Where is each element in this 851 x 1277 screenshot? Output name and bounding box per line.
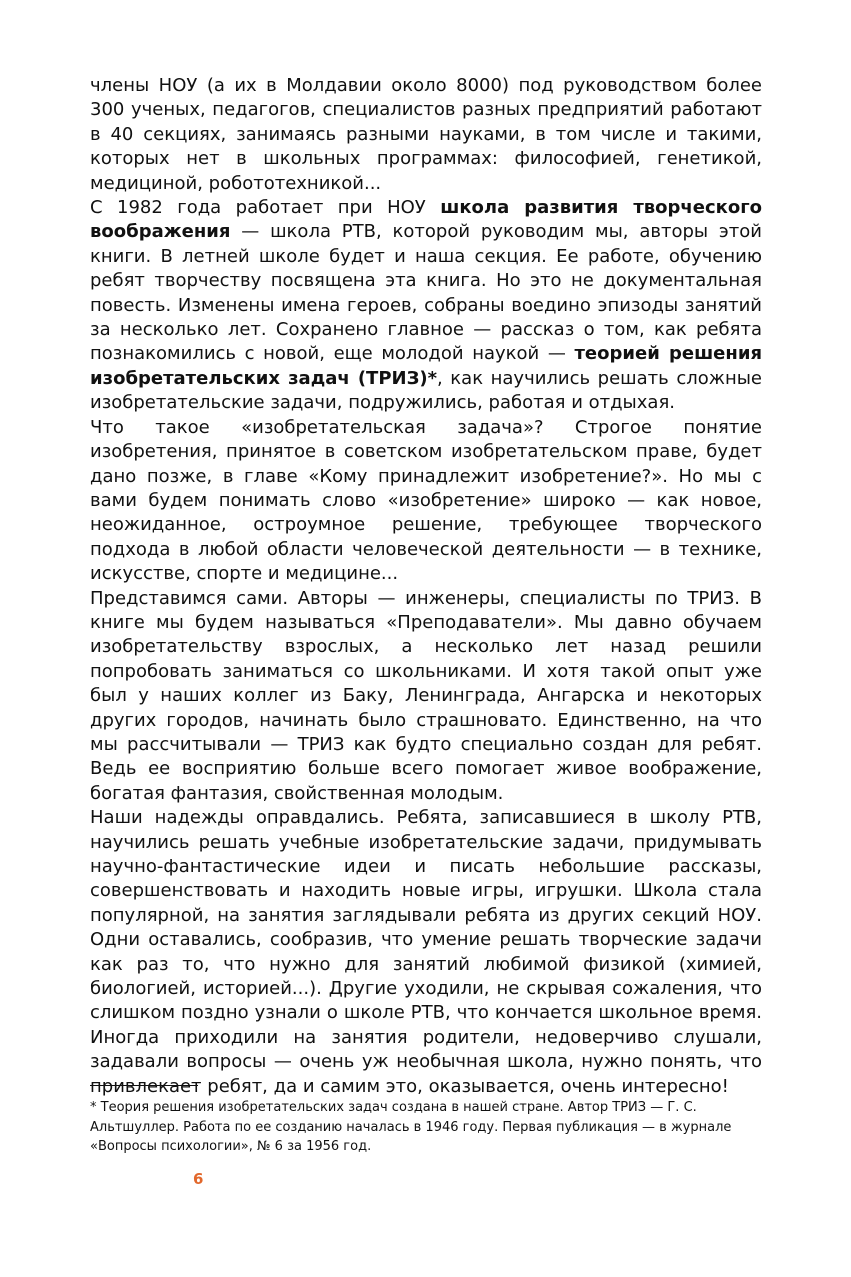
paragraph-3: Что такое «изобретательская задача»? Строгое понятие изобретения, принятое в советском изобретательском праве, будет дано позже, в главе «Кому принадлежит изобретение?». Но мы с вами будем понимать слово «изобретение» широко — как новое, неожиданное, остроумное решение, требующее творческого подхода в любой области человеческой деятельности — в технике, искусстве, спорте и медицине... (90, 416, 762, 585)
term-rtv-school: школа развития творческого воображения (90, 197, 762, 243)
paragraph-2-part-3: , как научились решать сложные изобретательские задачи, подружились, работая и отдыхая. (90, 367, 762, 414)
paragraph-2-part-2: — школа РТВ, которой руководим мы, авторы этой книги. В летней школе будет и наша секция. Ее работе, обучению ребят творчеству посвящена эта книга. Но это не документальная повесть. Изменены имена героев, собраны воедино эпизоды занятий за несколько лет. Сохранено главное — рассказ о том, как ребята познакомились с новой, еще молодой наукой — (90, 221, 762, 365)
paragraph-2 (90, 196, 762, 416)
footnote: * Теория решения изобретательских задач создана в нашей стране. Автор ТРИЗ — Г. С. Альтшуллер. Работа по ее созданию началась в 1946 году. Первая публикация — в журнале «Вопросы психологии», № 6 за 1956 год. (90, 1100, 732, 1154)
page-number: 6 (193, 1170, 204, 1188)
main-text (90, 74, 762, 1099)
footnote-divider (90, 1085, 198, 1086)
paragraph-2-part-1: С 1982 года работает при НОУ (90, 197, 441, 219)
paragraph-1: члены НОУ (а их в Молдавии около 8000) под руководством более 300 ученых, педагогов, специалистов разных предприятий работают в 40 секциях, занимаясь разными науками, в том числе и такими, которых нет в школьных программах: философией, генетикой, медициной, робототехникой... (90, 75, 762, 194)
term-triz: теорией решения изобретательских задач (ТРИЗ)* (90, 343, 762, 389)
paragraph-4: Представимся сами. Авторы — инженеры, специалисты по ТРИЗ. В книге мы будем называться «Преподаватели». Мы давно обучаем изобретательству взрослых, а несколько лет назад решили попробовать заниматься со школьниками. И хотя такой опыт уже был у наших коллег из Баку, Ленинграда, Ангарска и некоторых других городов, начинать было страшновато. Единственно, на что мы рассчитывали — ТРИЗ как будто специально создан для ребят. Ведь ее восприятию больше всего помогает живое воображение, богатая фантазия, свойственная молодым. (90, 587, 762, 804)
paragraph-5: Наши надежды оправдались. Ребята, записавшиеся в школу РТВ, научились решать учебные изобретательские задачи, придумывать научно-фантастические идеи и писать небольшие рассказы, совершенствовать и находить новые игры, игрушки. Школа стала популярной, на занятия заглядывали ребята из других секций НОУ. Одни оставались, сообразив, что умение решать творческие задачи как раз то, что нужно для занятий любимой физикой (химией, биологией, историей...). Другие уходили, не скрывая сожаления, что слишком поздно узнали о школе РТВ, что кончается школьное время. Иногда приходили на занятия родители, недоверчиво слушали, задавали вопросы — очень уж необычная школа, нужно понять, что привлекает ребят, да и самим это, оказывается, очень интересно! (90, 807, 762, 1097)
